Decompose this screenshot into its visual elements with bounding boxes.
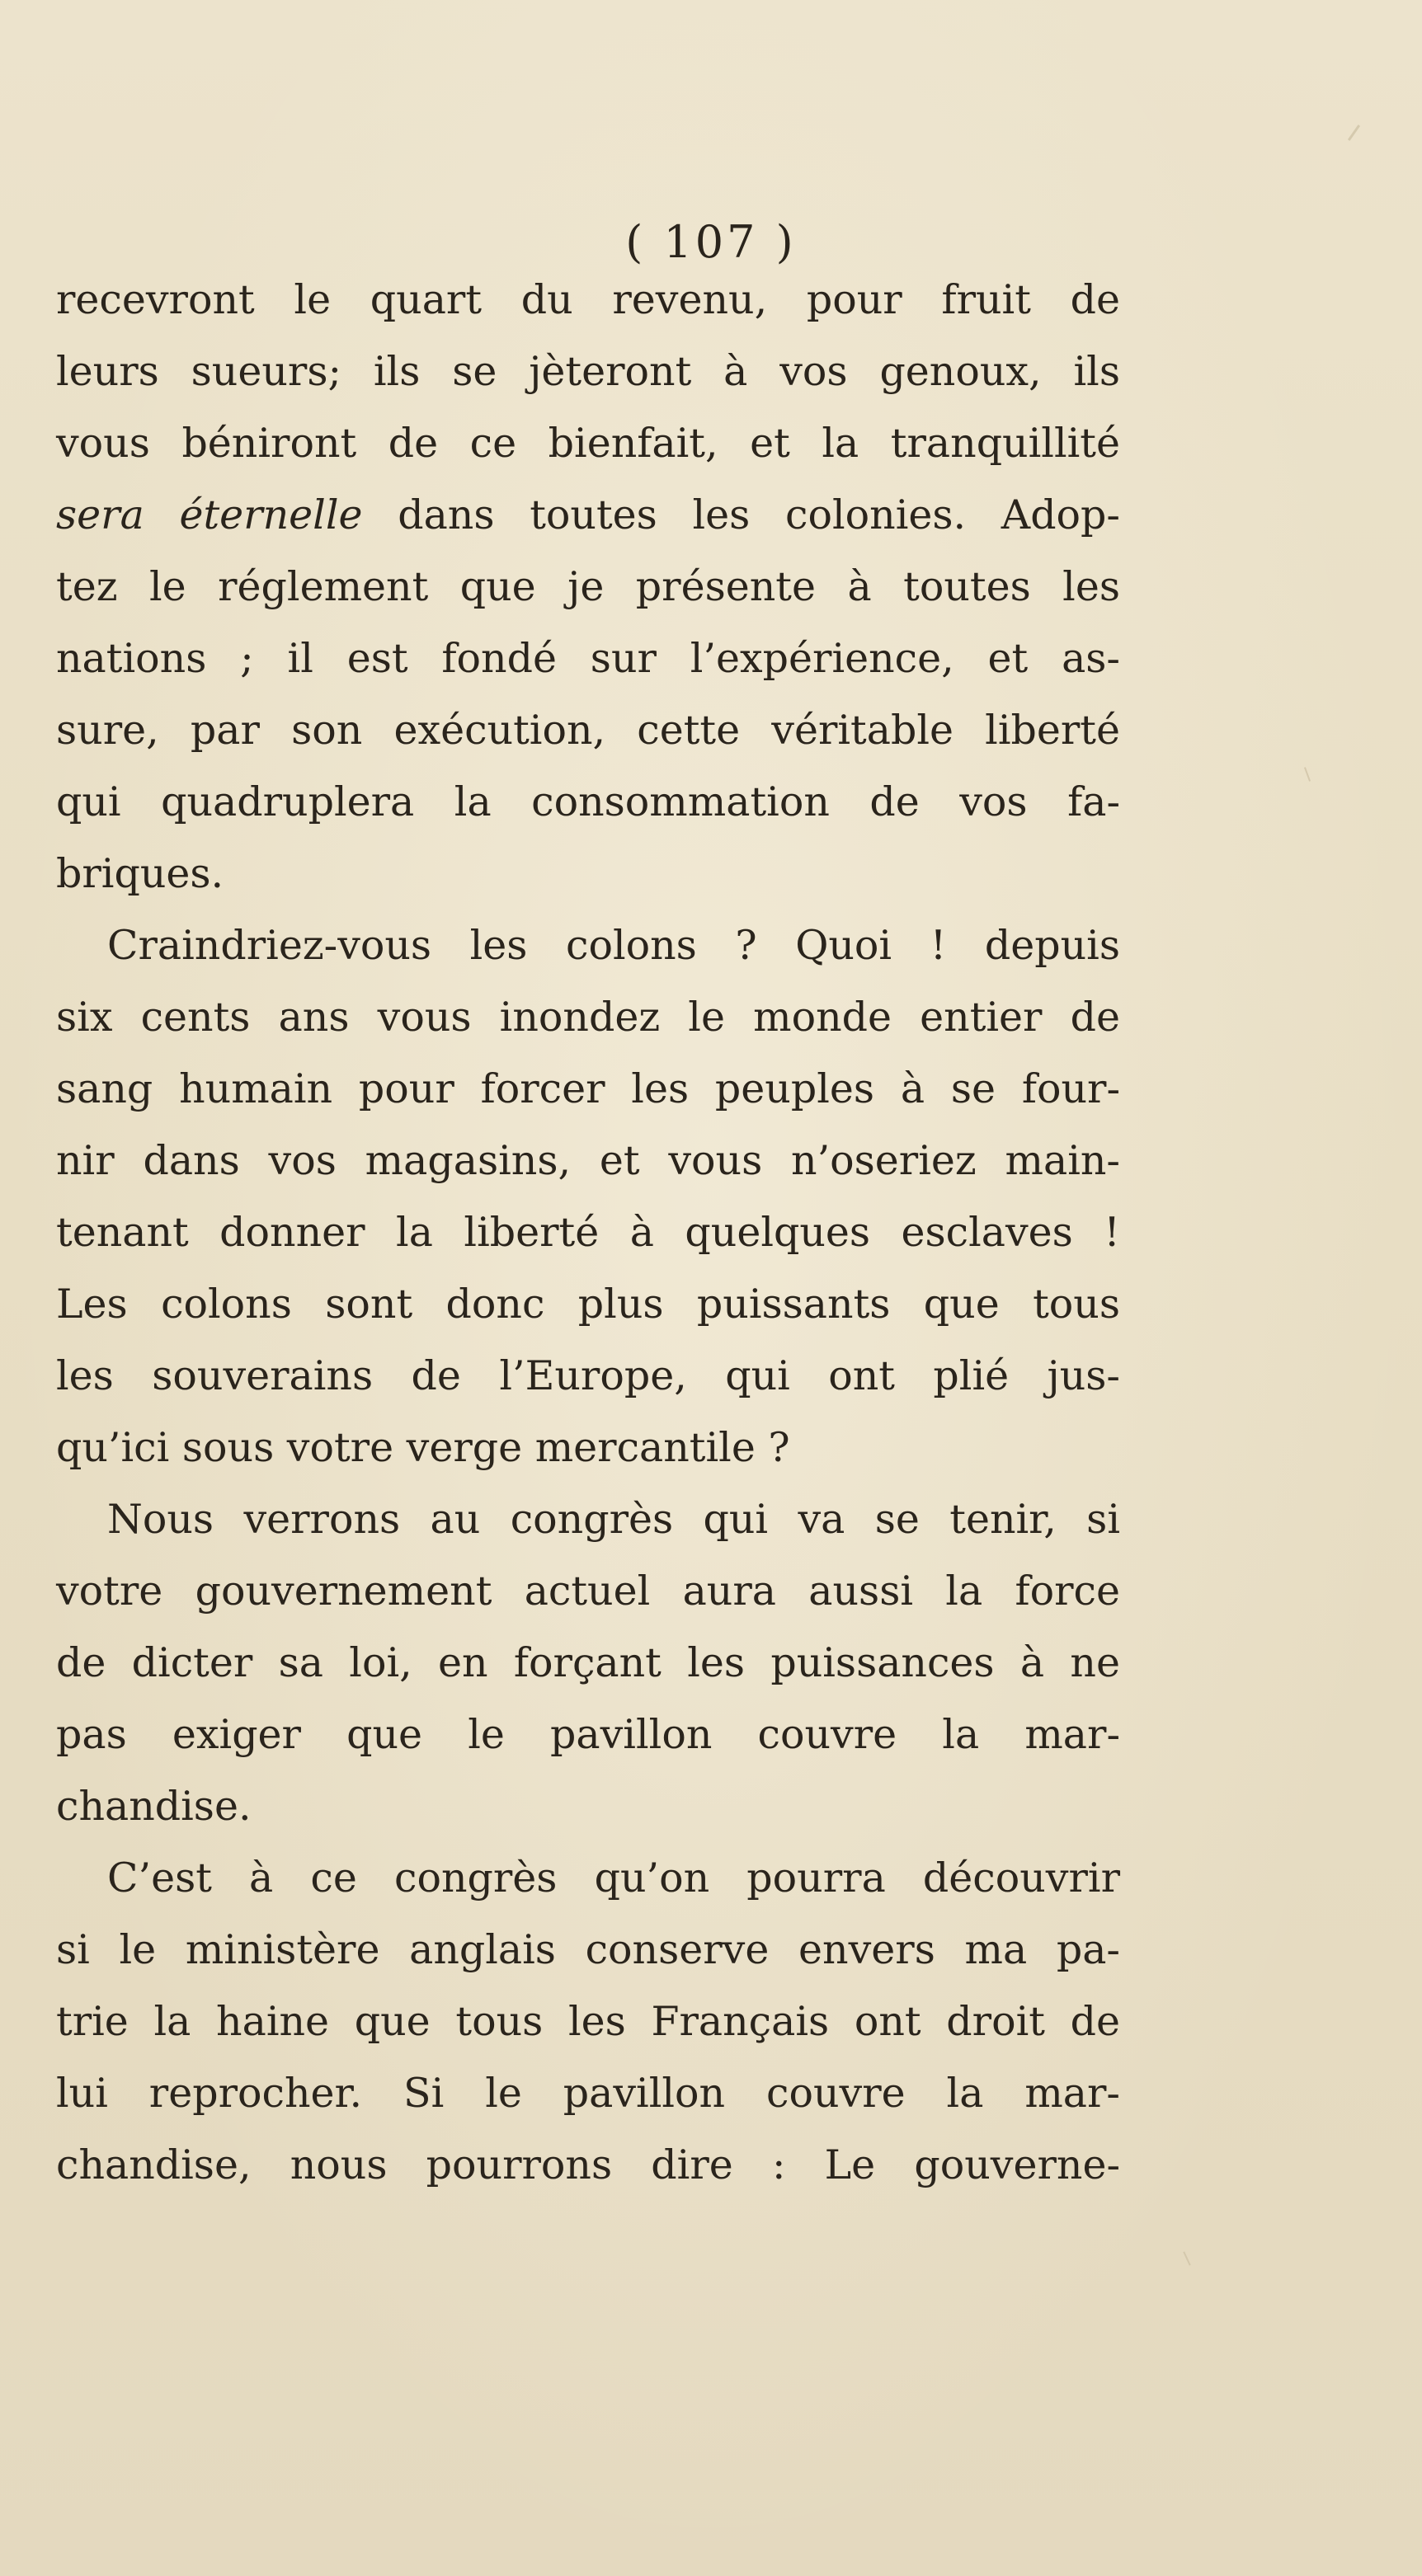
text-line: qui quadruplera la consommation de vos fa- [56,778,1120,825]
text-line: si le ministère anglais conserve envers ma pa- [56,1926,1120,1973]
text-line: lui reprocher. Si le pavillon couvre la mar- [56,2070,1120,2117]
page-number: ( 107 ) [625,216,797,268]
text-line-post: dans toutes les colonies. Adop- [362,491,1120,538]
text-line: de dicter sa loi, en forçant les puissances à ne [56,1639,1120,1686]
paper-scratch-mark [1304,767,1311,782]
text-line [56,479,1120,551]
text-line: tez le réglement que je présente à toutes les [56,563,1120,610]
text-line: tenant donner la liberté à quelques esclaves ! [56,1209,1120,1256]
text-line: vous béniront de ce bienfait, et la tranquillité [56,420,1120,467]
text-line: trie la haine que tous les Français ont droit de [56,1998,1120,2045]
text-line: chandise, nous pourrons dire : Le gouverne- [56,2141,1120,2188]
text-line: les souverains de l’Europe, qui ont plié jus- [56,1352,1120,1399]
text-line: chandise. [56,1783,252,1830]
text-line: briques. [56,850,224,897]
text-line: sang humain pour forcer les peuples à se four- [56,1065,1120,1112]
text-line: C’est à ce congrès qu’on pourra découvrir [107,1854,1120,1901]
text-line: leurs sueurs; ils se jèteront à vos genoux, ils [56,348,1120,395]
text-line: Nous verrons au congrès qui va se tenir, si [107,1496,1120,1543]
text-line: Craindriez-vous les colons ? Quoi ! depuis [107,922,1120,969]
body-text [56,264,1120,2201]
text-line: votre gouvernement actuel aura aussi la force [56,1568,1120,1615]
text-line: Les colons sont donc plus puissants que tous [56,1281,1120,1328]
text-line: pas exiger que le pavillon couvre la mar- [56,1711,1120,1758]
text-line: nir dans vos magasins, et vous n’oseriez main- [56,1137,1120,1184]
text-line: recevront le quart du revenu, pour fruit de [56,276,1120,323]
text-line: nations ; il est fondé sur l’expérience, et as- [56,635,1120,682]
italic-phrase: sera éternelle [56,491,363,538]
text-line: sure, par son exécution, cette véritable liberté [56,707,1120,754]
paper-scratch-mark [1348,125,1360,141]
text-line: six cents ans vous inondez le monde entier de [56,994,1120,1041]
paper-scratch-mark [1183,2251,1190,2265]
text-line: qu’ici sous votre verge mercantile ? [56,1424,790,1471]
